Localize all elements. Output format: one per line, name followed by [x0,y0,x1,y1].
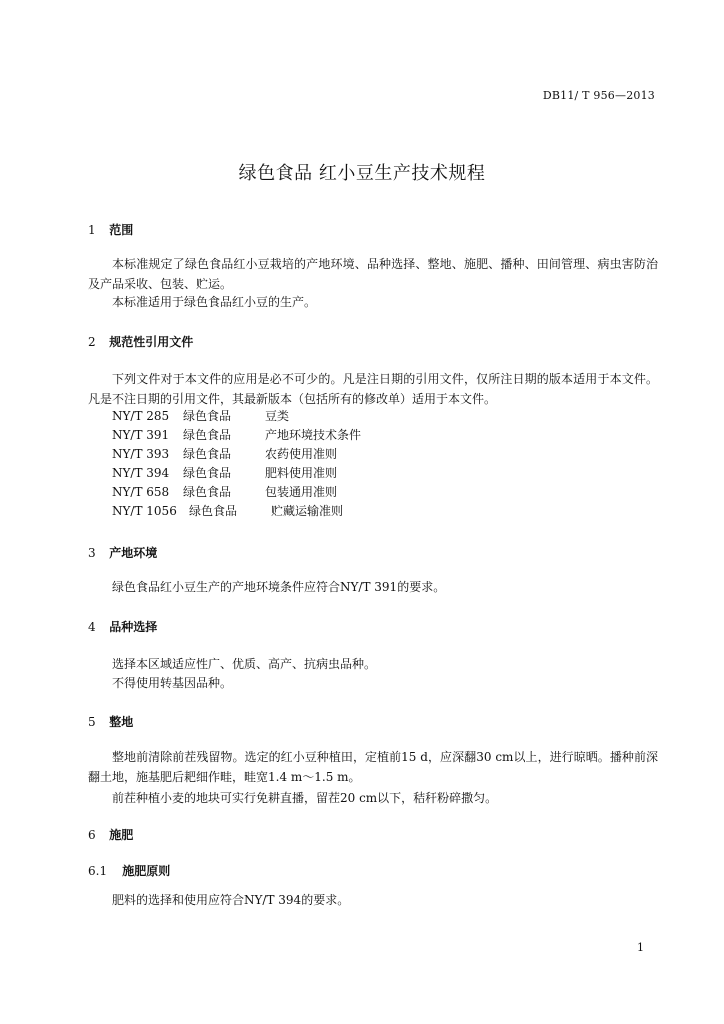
reference-code: NY/T 658 [112,485,170,499]
reference-category: 绿色食品 [183,447,232,461]
section-title: 规范性引用文件 [109,335,194,349]
section-title: 品种选择 [109,620,158,634]
section-number: 6 [88,828,96,842]
reference-item [112,502,361,521]
paragraph: 不得使用转基因品种。 [112,676,233,690]
section-heading-land-preparation [88,713,133,730]
reference-category: 绿色食品 [183,466,232,480]
reference-title: 产地环境技术条件 [265,428,362,442]
reference-category: 绿色食品 [183,485,232,499]
section-number: 1 [88,223,96,237]
section-heading-variety-selection [88,618,157,635]
section-title: 整地 [109,715,134,729]
reference-category: 绿色食品 [189,504,238,518]
section-heading-scope [88,221,133,238]
paragraph: 肥料的选择和使用应符合NY/T 394的要求。 [112,893,350,907]
standard-code: DB11/ T 956—2013 [542,89,655,102]
reference-item [112,483,361,502]
subsection-heading-fertilization-principles [88,862,170,879]
section-number: 6.1 [88,864,108,878]
section-number: 2 [88,335,96,349]
paragraph: 绿色食品红小豆生产的产地环境条件应符合NY/T 391的要求。 [112,580,446,594]
section-number: 5 [88,715,96,729]
reference-item [112,426,361,445]
section-heading-fertilization [88,826,133,843]
paragraph: 本标准规定了绿色食品红小豆栽培的产地环境、品种选择、整地、施肥、播种、田间管理、病虫害防治及产品采收、包装、贮运。 [88,257,658,291]
page-number: 1 [637,941,644,954]
reference-code: NY/T 391 [112,428,170,442]
reference-code: NY/T 393 [112,447,170,461]
reference-list [112,407,361,521]
section-heading-environment [88,544,157,561]
section-heading-normative-references [88,333,193,350]
section-title: 范围 [109,223,134,237]
section-number: 4 [88,620,96,634]
paragraph: 下列文件对于本文件的应用是必不可少的。凡是注日期的引用文件，仅所注日期的版本适用于本文件。凡是不注日期的引用文件，其最新版本（包括所有的修改单）适用于本文件。 [88,372,658,406]
reference-item [112,445,361,464]
reference-item [112,464,361,483]
reference-category: 绿色食品 [183,409,232,423]
paragraph: 前茬种植小麦的地块可实行免耕直播，留茬20 cm以下，秸秆粉碎撒匀。 [112,791,498,805]
paragraph: 本标准适用于绿色食品红小豆的生产。 [112,295,317,309]
reference-item [112,407,361,426]
section-title: 施肥 [109,828,134,842]
reference-code: NY/T 285 [112,409,170,423]
reference-title: 豆类 [265,409,290,423]
reference-title: 贮藏运输准则 [271,504,344,518]
section-title: 产地环境 [109,546,158,560]
reference-category: 绿色食品 [183,428,232,442]
reference-code: NY/T 394 [112,466,170,480]
paragraph: 选择本区域适应性广、优质、高产、抗病虫品种。 [112,657,377,671]
document-title: 绿色食品 红小豆生产技术规程 [238,163,486,184]
reference-code: NY/T 1056 [112,504,177,518]
paragraph: 整地前清除前茬残留物。选定的红小豆种植田，定植前15 d，应深翻30 cm以上，进行晾晒。播种前深翻土地，施基肥后耙细作畦，畦宽1.4 m～1.5 m。 [88,750,658,784]
reference-title: 农药使用准则 [265,447,338,461]
reference-title: 包装通用准则 [265,485,338,499]
section-number: 3 [88,546,96,560]
reference-title: 肥料使用准则 [265,466,338,480]
section-title: 施肥原则 [122,864,171,878]
